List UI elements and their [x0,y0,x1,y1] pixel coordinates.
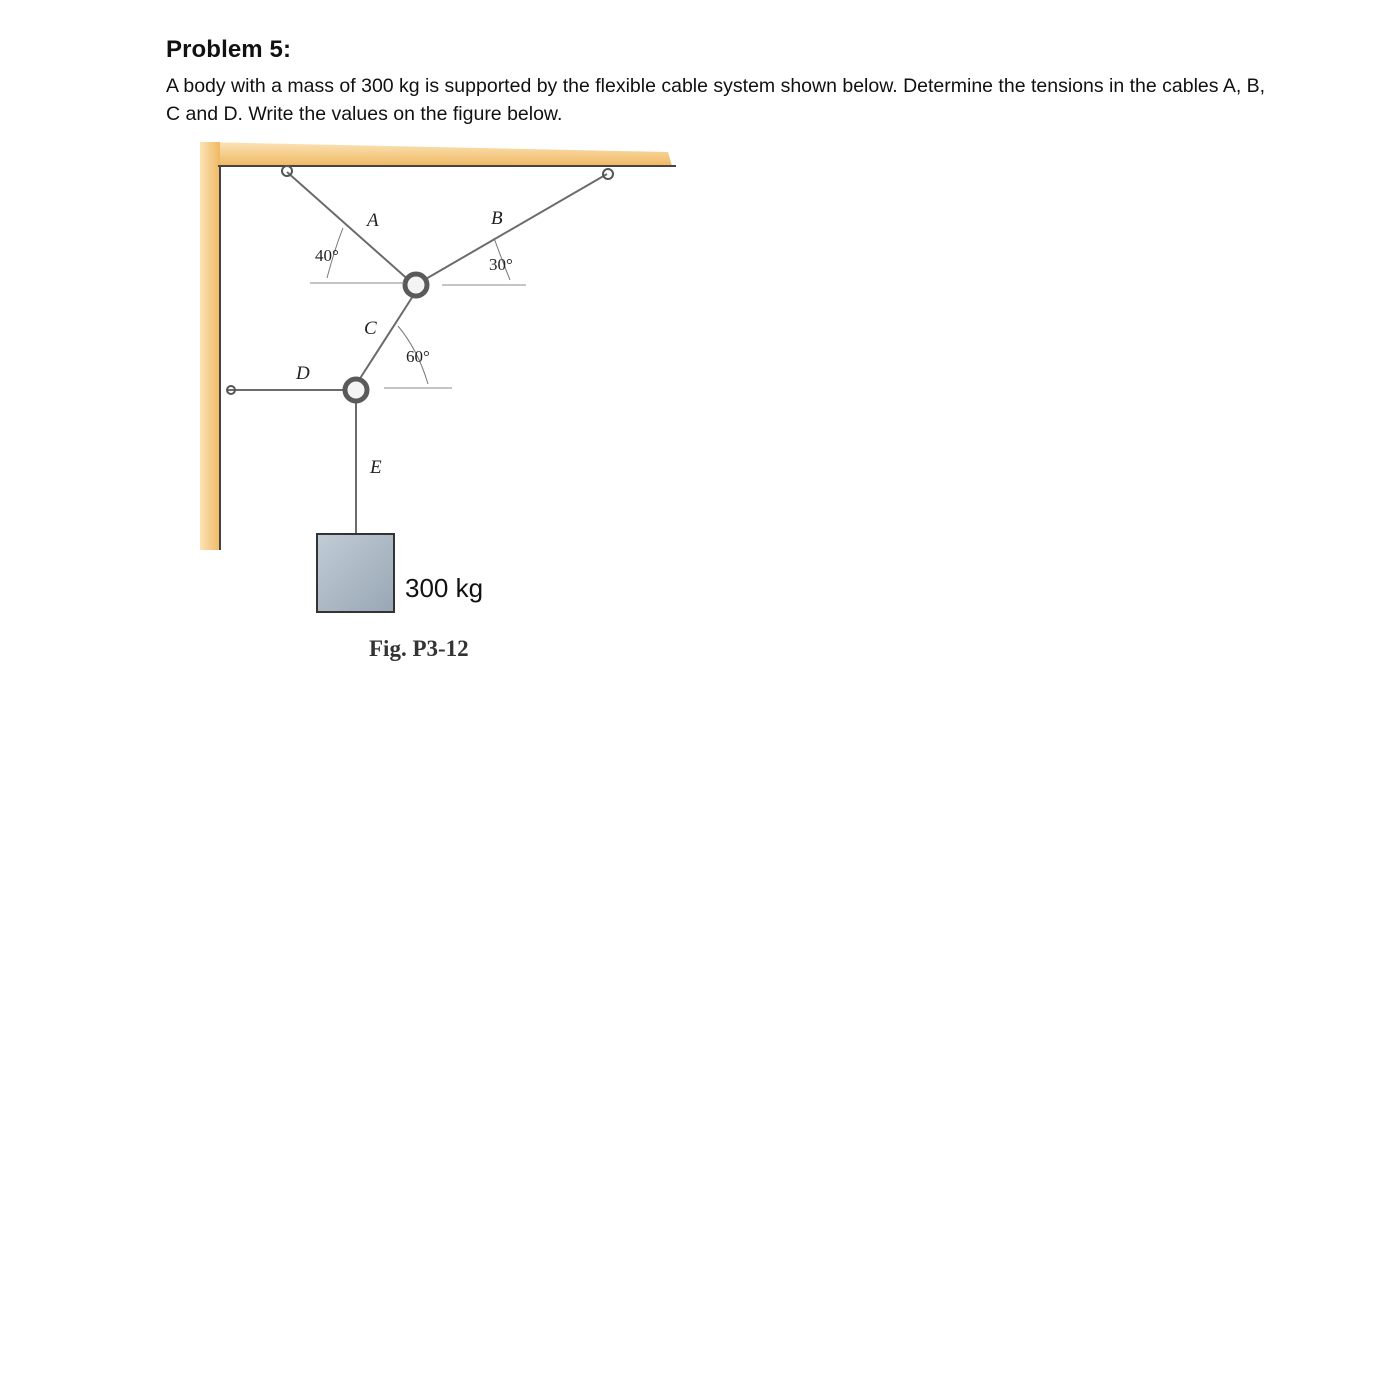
wall [200,142,220,550]
anchor-b [603,169,613,179]
ring-lower [345,379,367,401]
label-d: D [296,363,310,384]
mass-label: 300 kg [405,573,484,603]
anchor-a [282,166,292,176]
ceiling [200,142,672,166]
angle-label-b: 30° [489,255,513,274]
label-a: A [367,210,379,231]
ring-upper [405,274,427,296]
angle-label-a: 40° [315,246,339,265]
cable-a [287,172,412,283]
label-c: C [364,318,377,339]
problem-statement: A body with a mass of 300 kg is supported by the flexible cable system shown below. Determine the tensions in the cables A, B, C and D. Write the values on the figure below. [166,75,1266,125]
cable-b [424,174,607,280]
label-e: E [370,457,382,478]
angle-label-c: 60° [406,347,430,366]
figure-caption: Fig. P3-12 [369,636,469,661]
mass-block [317,534,394,612]
problem-heading: Problem 5: [166,36,292,63]
label-b: B [491,208,503,229]
